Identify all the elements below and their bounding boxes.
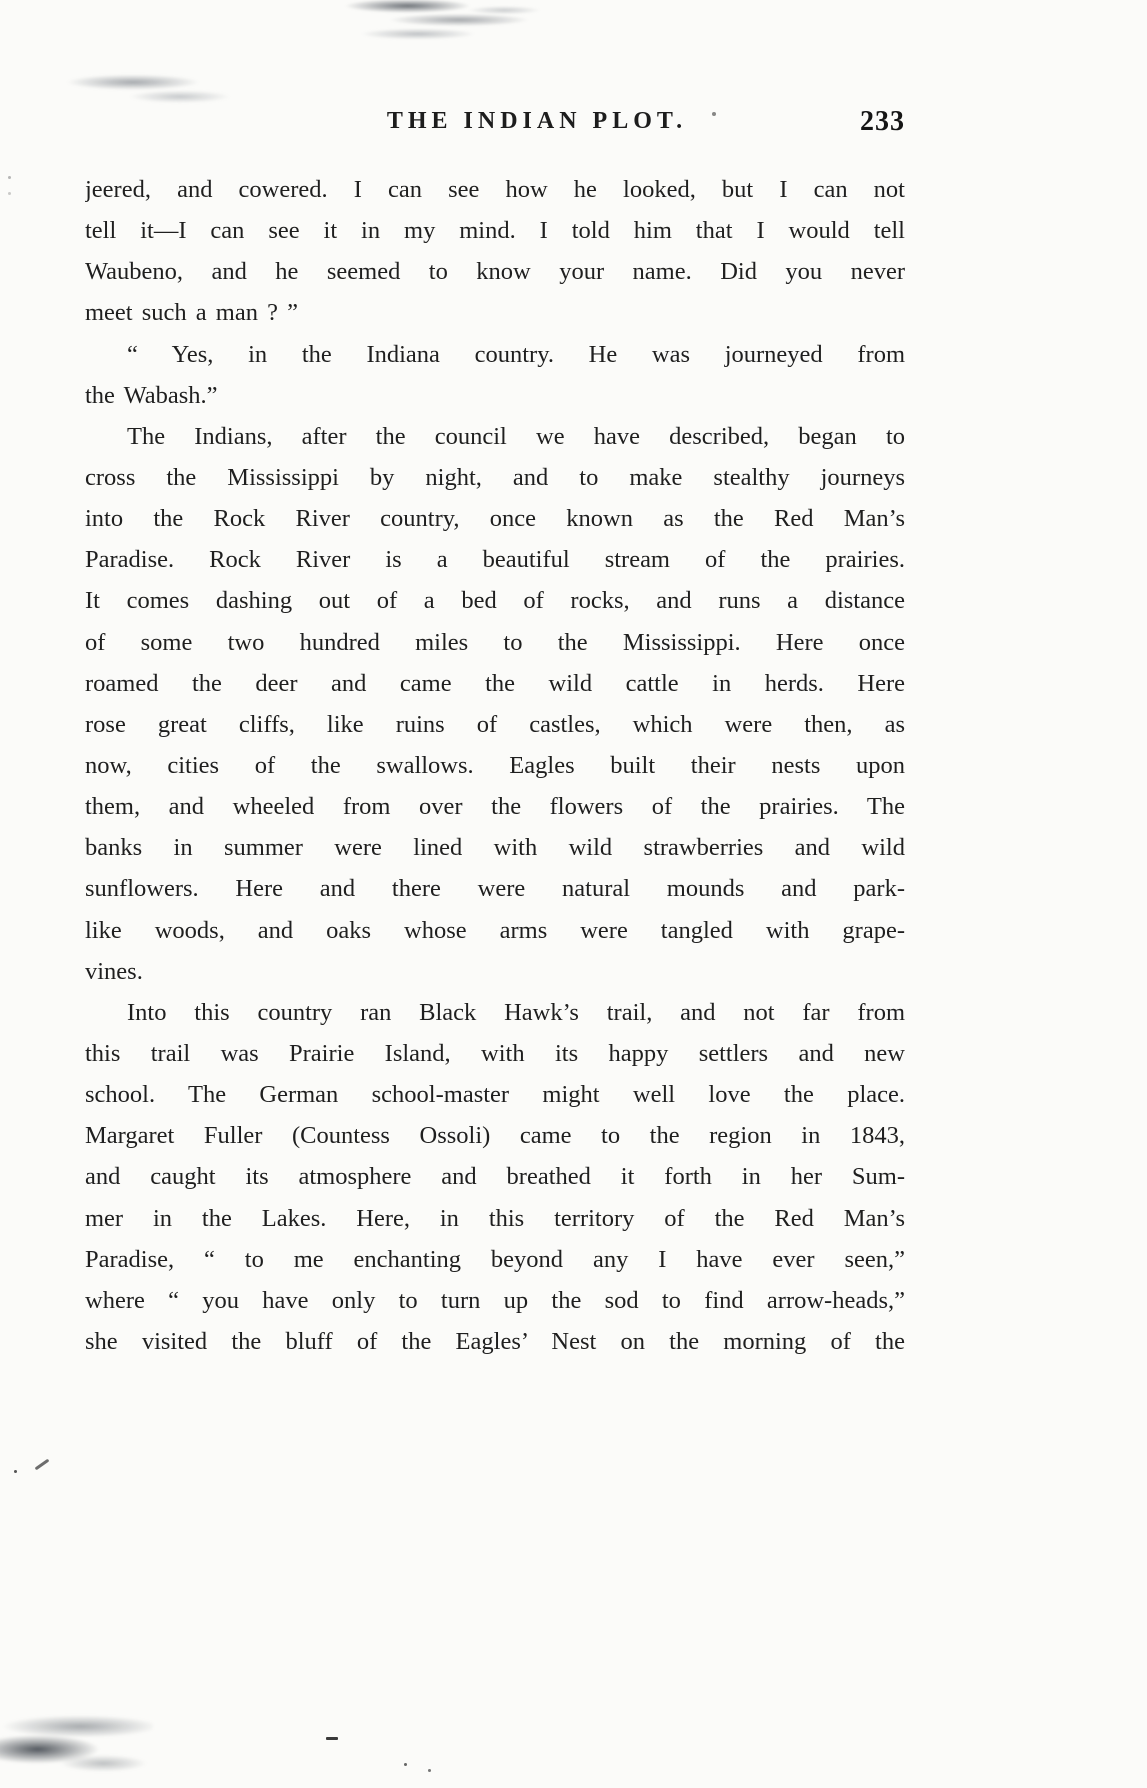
scan-artifact-dot — [8, 176, 11, 179]
text-line: mer in the Lakes. Here, in this territory of the Red Man’s — [85, 1204, 905, 1232]
text-line: “ Yes, in the Indiana country. He was journeyed from — [127, 340, 905, 368]
text-line: and caught its atmosphere and breathed it forth in her Sum- — [85, 1163, 905, 1191]
text-line: meet such a man ? ” — [85, 299, 298, 327]
text-line: vines. — [85, 957, 143, 985]
text-line: where “ you have only to turn up the sod to find arrow-heads,” — [85, 1286, 905, 1314]
scan-artifact-dash — [326, 1737, 338, 1740]
text-line: into the Rock River country, once known as the Red Man’s — [85, 505, 905, 533]
scan-artifact-dot — [8, 192, 11, 195]
scan-artifact-dot — [14, 1470, 17, 1473]
text-line: she visited the bluff of the Eagles’ Nest on the morning of the — [85, 1327, 905, 1355]
text-line: them, and wheeled from over the flowers of the prairies. The — [85, 793, 905, 821]
text-line: Margaret Fuller (Countess Ossoli) came to the region in 1843, — [85, 1122, 905, 1150]
text-line: the Wabash.” — [85, 381, 218, 409]
text-line: school. The German school-master might well love the place. — [85, 1081, 905, 1109]
text-line: Paradise. Rock River is a beautiful stream of the prairies. — [85, 546, 905, 574]
page-number: 233 — [860, 106, 905, 137]
page-header — [85, 106, 905, 140]
text-line: tell it—I can see it in my mind. I told him that I would tell — [85, 217, 905, 245]
scan-artifact-dot — [404, 1763, 407, 1766]
text-line: of some two hundred miles to the Mississippi. Here once — [85, 628, 905, 656]
scan-artifact-bottom-left — [0, 1700, 153, 1788]
text-line: The Indians, after the council we have described, began to — [127, 422, 905, 450]
text-line: sunflowers. Here and there were natural mounds and park- — [85, 875, 905, 903]
text-line: this trail was Prairie Island, with its happy settlers and new — [85, 1039, 905, 1067]
text-line: banks in summer were lined with wild strawberries and wild — [85, 834, 905, 862]
text-line: jeered, and cowered. I can see how he looked, but I can not — [85, 176, 905, 203]
text-line: Paradise, “ to me enchanting beyond any I have ever seen,” — [85, 1245, 905, 1273]
scan-artifact-top-center — [336, 0, 541, 48]
text-line: roamed the deer and came the wild cattle in herds. Here — [85, 669, 905, 697]
text-line: cross the Mississippi by night, and to make stealthy journeys — [85, 463, 905, 491]
scan-artifact-top-left — [55, 64, 250, 112]
scan-artifact-slash — [35, 1459, 50, 1471]
text-line: Into this country ran Black Hawk’s trail, and not far from — [127, 998, 905, 1026]
text-line: rose great cliffs, like ruins of castles, which were then, as — [85, 710, 905, 738]
text-line: now, cities of the swallows. Eagles built their nests upon — [85, 751, 905, 779]
text-line: Waubeno, and he seemed to know your name. Did you never — [85, 258, 905, 286]
running-title: THE INDIAN PLOT. — [386, 108, 688, 134]
text-block — [85, 169, 905, 1362]
text-line: It comes dashing out of a bed of rocks, and runs a distance — [85, 587, 905, 615]
text-line: like woods, and oaks whose arms were tangled with grape- — [85, 916, 905, 944]
scan-artifact-dot — [428, 1769, 431, 1772]
